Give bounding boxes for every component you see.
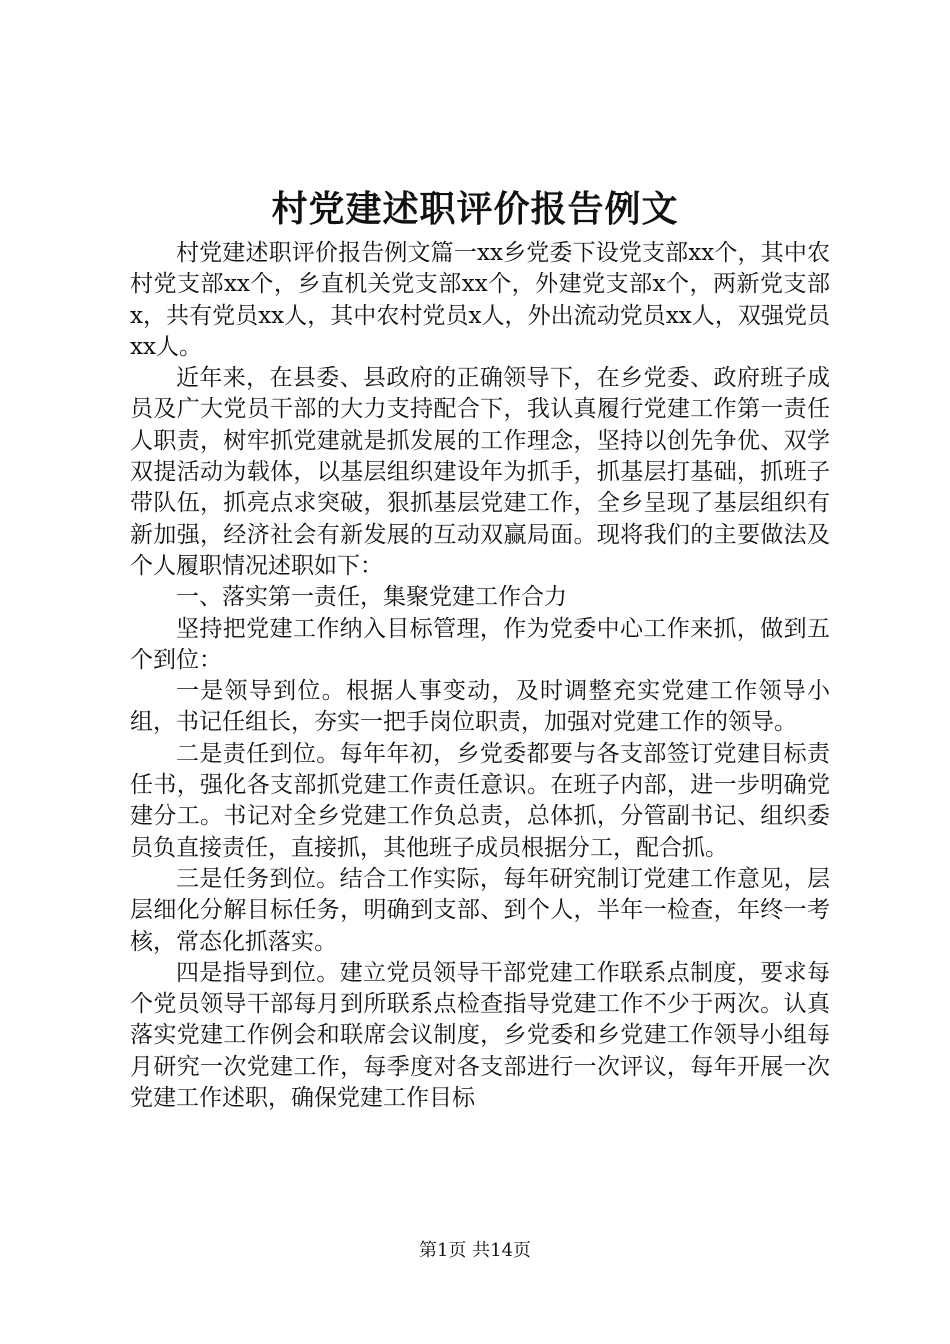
paragraph: 坚持把党建工作纳入目标管理，作为党委中心工作来抓，做到五个到位： — [130, 615, 830, 673]
page-footer: 第1页 共14页 — [418, 1240, 532, 1261]
paragraph: 村党建述职评价报告例文篇一xx乡党委下设党支部xx个，其中农村党支部xx个，乡直机关党支部xx个，外建党支部x个，两新党支部x，共有党员xx人，其中农村党员x人，外出流动党员xx人，双强党员xx人。 — [130, 240, 830, 360]
paragraph: 一是领导到位。根据人事变动，及时调整充实党建工作领导小组，书记任组长，夯实一把手岗位职责，加强对党建工作的领导。 — [130, 678, 830, 736]
paragraph: 三是任务到位。结合工作实际，每年研究制订党建工作意见，层层细化分解目标任务，明确到支部、到个人，半年一检查，年终一考核，常态化抓落实。 — [130, 865, 830, 955]
section-heading: 一、落实第一责任，集聚党建工作合力 — [176, 584, 567, 611]
document-body — [130, 238, 830, 1114]
paragraph: 二是责任到位。每年年初，乡党委都要与各支部签订党建目标责任书，强化各支部抓党建工作责任意识。在班子内部，进一步明确党建分工。书记对全乡党建工作负总责，总体抓，分管副书记、组织委员负直接责任，直接抓，其他班子成员根据分工，配合抓。 — [130, 740, 830, 861]
paragraph: 四是指导到位。建立党员领导干部党建工作联系点制度，要求每个党员领导干部每月到所联系点检查指导党建工作不少于两次。认真落实党建工作例会和联席会议制度，乡党委和乡党建工作领导小组每月研究一次党建工作，每季度对各支部进行一次评议，每年开展一次党建工作述职，确保党建工作目标 — [130, 959, 830, 1112]
document-title: 村党建述职评价报告例文 — [271, 188, 679, 230]
paragraph: 近年来，在县委、县政府的正确领导下，在乡党委、政府班子成员及广大党员干部的大力支持配合下，我认真履行党建工作第一责任人职责，树牢抓党建就是抓发展的工作理念，坚持以创先争优、双学双提活动为载体，以基层组织建设年为抓手，抓基层打基础，抓班子带队伍，抓亮点求突破，狠抓基层党建工作，全乡呈现了基层组织有新加强，经济社会有新发展的互动双赢局面。现将我们的主要做法及个人履职情况述职如下： — [130, 365, 830, 579]
